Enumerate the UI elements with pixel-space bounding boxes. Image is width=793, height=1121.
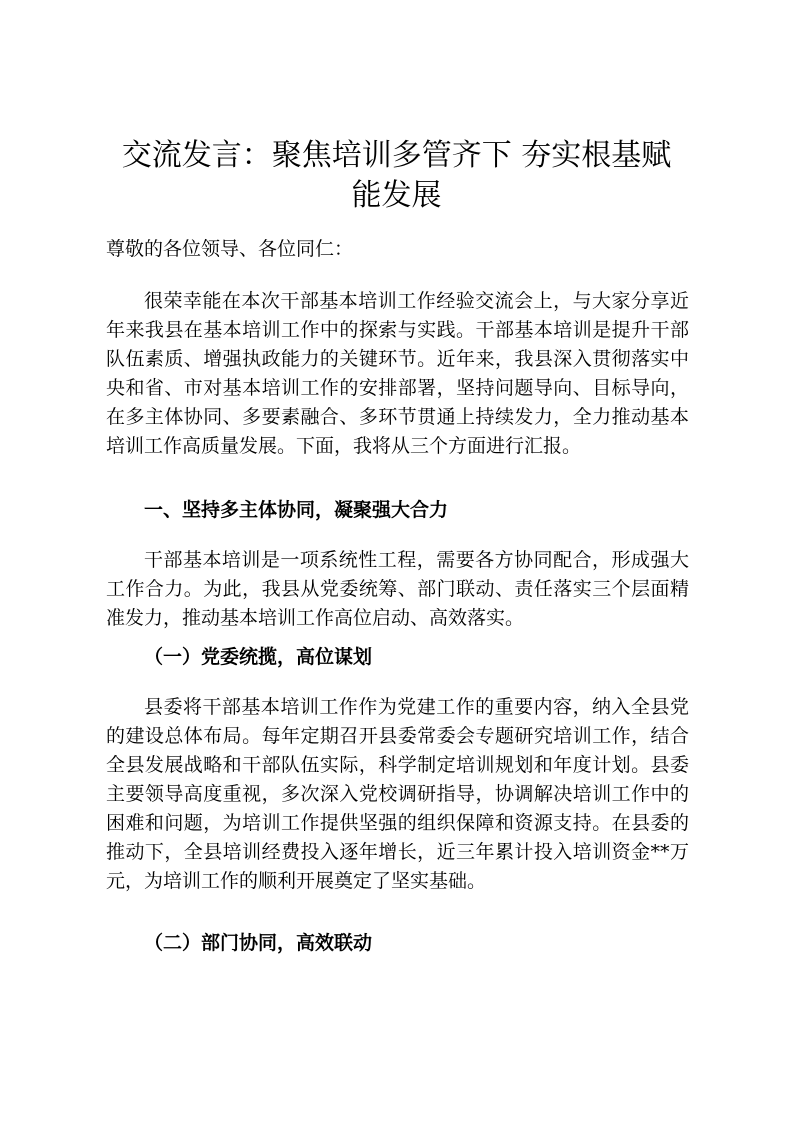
document-title bbox=[100, 136, 693, 216]
section-heading-1: 一、坚持多主体协同，凝聚强大合力 bbox=[144, 499, 449, 521]
greeting: 尊敬的各位领导、各位同仁： bbox=[106, 238, 354, 260]
document-title-text: 交流发言：聚焦培训多管齐下 夯实根基赋能发展 bbox=[121, 138, 672, 213]
subsection-heading-1: （一）党委统揽，高位谋划 bbox=[144, 646, 373, 668]
subsection-heading-2: （二）部门协同，高效联动 bbox=[144, 932, 373, 954]
intro-paragraph: 很荣幸能在本次干部基本培训工作经验交流会上，与大家分享近年来我县在基本培训工作中的探索与实践。干部基本培训是提升干部队伍素质、增强执政能力的关键环节。近年来，我县深入贯彻落实中央和省、市对基本培训工作的安排部署，坚持问题导向、目标导向，在多主体协同、多要素融合、多环节贯通上持续发力，全力推动基本培训工作高质量发展。下面，我将从三个方面进行汇报。 bbox=[106, 290, 689, 457]
subsection-1-paragraph: 县委将干部基本培训工作作为党建工作的重要内容，纳入全县党的建设总体布局。每年定期召开县委常委会专题研究培训工作，结合全县发展战略和干部队伍实际，科学制定培训规划和年度计划。县委主要领导高度重视，多次深入党校调研指导，协调解决培训工作中的困难和问题，为培训工作提供坚强的组织保障和资源支持。在县委的推动下，全县培训经费投入逐年增长，近三年累计投入培训资金**万元，为培训工作的顺利开展奠定了坚实基础。 bbox=[106, 696, 689, 892]
section-1-paragraph: 干部基本培训是一项系统性工程，需要各方协同配合，形成强大工作合力。为此，我县从党委统筹、部门联动、责任落实三个层面精准发力，推动基本培训工作高位启动、高效落实。 bbox=[106, 549, 689, 629]
